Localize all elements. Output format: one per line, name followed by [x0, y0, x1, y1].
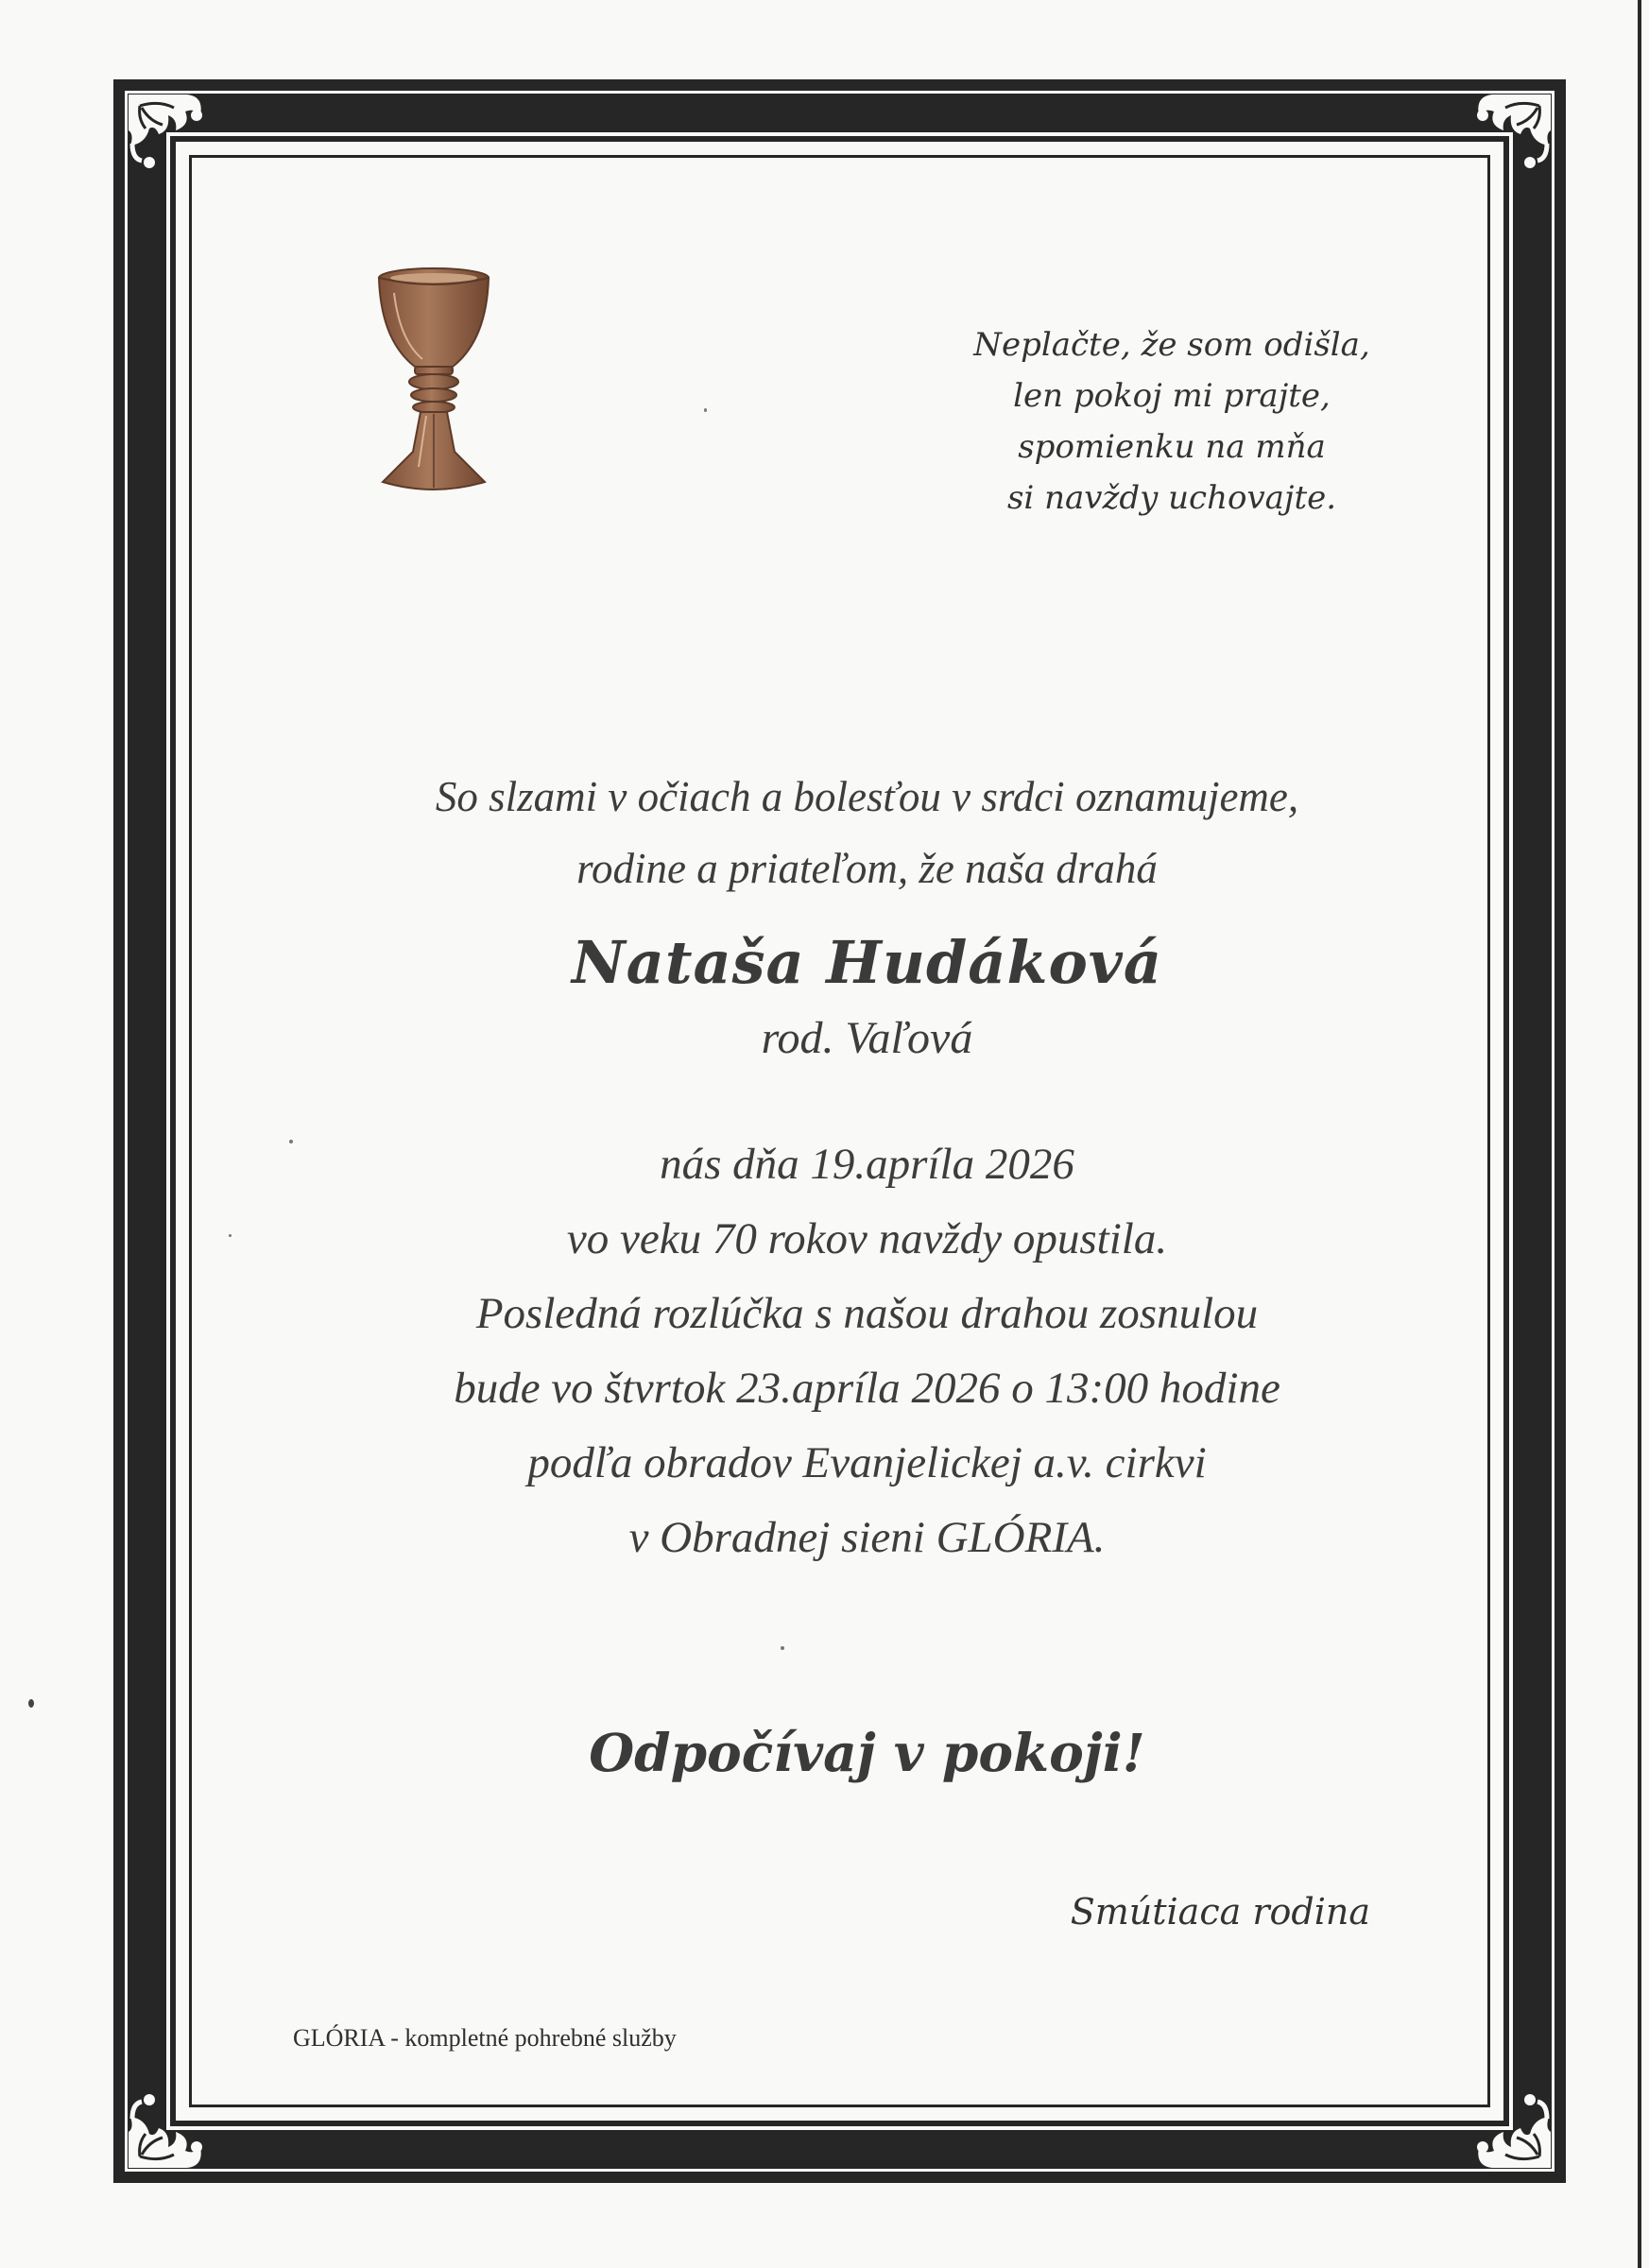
corner-ornament-icon [121, 87, 225, 191]
detail-line: bude vo štvrtok 23.apríla 2026 o 13:00 hodine [454, 1364, 1280, 1413]
intro-line: rodine a priateľom, že naša drahá [576, 845, 1158, 892]
corner-ornament-icon [121, 2071, 225, 2175]
announcement-intro [236, 761, 1498, 904]
poem-line: spomienku na mňa [1018, 428, 1326, 466]
scan-edge [1638, 0, 1641, 2268]
scan-speck [229, 1234, 232, 1237]
scan-speck [781, 1646, 784, 1650]
intro-line: So slzami v očiach a bolesťou v srdci oznamujeme, [435, 773, 1299, 820]
scan-speck [289, 1140, 293, 1143]
signature: Smútiaca rodina [1070, 1891, 1370, 1933]
deceased-name: Nataša Hudáková [571, 928, 1162, 997]
poem-line: len pokoj mi prajte, [1013, 377, 1331, 415]
footer-company: GLÓRIA - kompletné pohrebné služby [293, 2024, 677, 2052]
corner-ornament-icon [1454, 87, 1558, 191]
poem-line: si navždy uchovajte. [1006, 479, 1337, 517]
poem [907, 319, 1436, 524]
corner-ornament-icon [1454, 2071, 1558, 2175]
scan-speck [28, 1699, 34, 1708]
poem-line: Neplačte, že som odišla, [973, 326, 1370, 364]
announcement-details [236, 1127, 1498, 1575]
closing-line: Odpočívaj v pokoji! [589, 1722, 1145, 1783]
detail-line: nás dňa 19.apríla 2026 [660, 1140, 1074, 1189]
detail-line: podľa obradov Evanjelickej a.v. cirkvi [527, 1438, 1207, 1487]
detail-line: Posledná rozlúčka s našou drahou zosnulou [475, 1289, 1259, 1338]
scan-speck [704, 408, 707, 412]
detail-line: vo veku 70 rokov navždy opustila. [566, 1214, 1168, 1263]
announcement [236, 761, 1498, 1575]
detail-line: v Obradnej sieni GLÓRIA. [628, 1513, 1106, 1562]
chalice-icon [373, 265, 496, 496]
maiden-name: rod. Vaľová [761, 1013, 973, 1063]
